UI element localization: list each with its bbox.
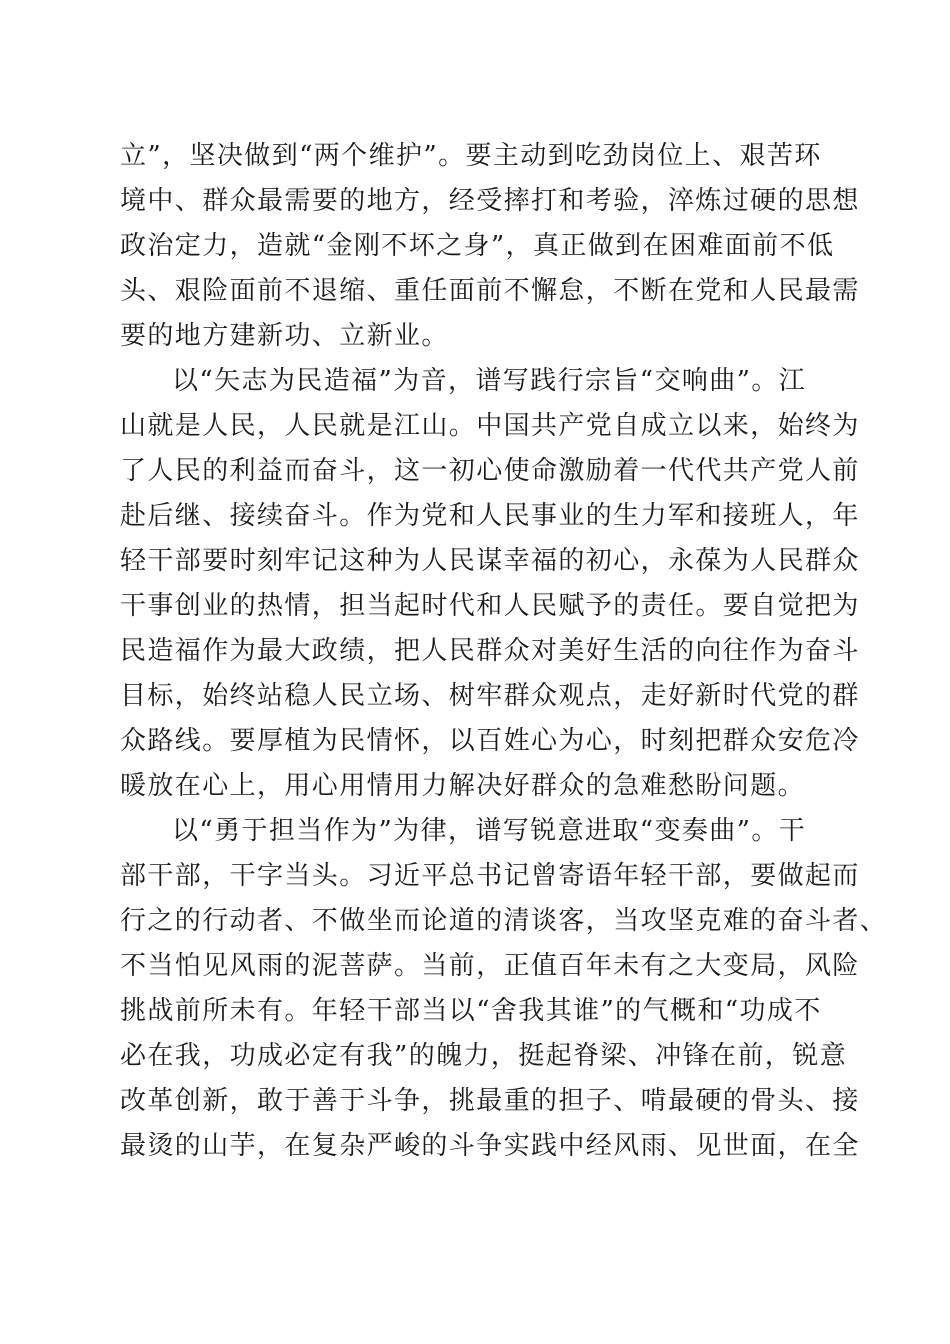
text-line: 政治定力，造就“金刚不坏之身”，真正做到在困难面前不低 — [120, 231, 835, 261]
text-line: 赴后继、接续奋斗。作为党和人民事业的生力军和接班人，年 — [120, 501, 860, 531]
text-line: 立”，坚决做到“两个维护”。要主动到吃劲岗位上、艰苦环 — [120, 141, 822, 171]
paragraph-start-line: 以“勇于担当作为”为律，谱写锐意进取“变奏曲”。干 — [172, 816, 807, 846]
text-line: 行之的行动者、不做坐而论道的清谈客，当攻坚克难的奋斗者、 — [120, 906, 888, 936]
text-line: 最烫的山芋，在复杂严峻的斗争实践中经风雨、见世面，在全 — [120, 1131, 860, 1161]
text-line: 部干部，干字当头。习近平总书记曾寄语年轻干部，要做起而 — [120, 861, 860, 891]
text-line: 要的地方建新功、立新业。 — [120, 321, 449, 351]
text-line: 山就是人民，人民就是江山。中国共产党自成立以来，始终为 — [120, 411, 860, 441]
text-line: 头、艰险面前不退缩、重任面前不懈怠，不断在党和人民最需 — [120, 276, 860, 306]
text-line: 民造福作为最大政绩，把人民群众对美好生活的向往作为奋斗 — [120, 636, 860, 666]
document-body — [120, 134, 888, 1169]
paragraph-start-line: 以“矢志为民造福”为音，谱写践行宗旨“交响曲”。江 — [172, 366, 807, 396]
text-line: 挑战前所未有。年轻干部当以“舍我其谁”的气概和“功成不 — [120, 996, 822, 1026]
text-line: 了人民的利益而奋斗，这一初心使命激励着一代代共产党人前 — [120, 456, 860, 486]
text-line: 境中、群众最需要的地方，经受摔打和考验，淬炼过硬的思想 — [120, 186, 860, 216]
text-line: 不当怕见风雨的泥菩萨。当前，正值百年未有之大变局，风险 — [120, 951, 860, 981]
text-line: 目标，始终站稳人民立场、树牢群众观点，走好新时代党的群 — [120, 681, 860, 711]
text-line: 众路线。要厚植为民情怀，以百姓心为心，时刻把群众安危冷 — [120, 726, 860, 756]
text-line: 暖放在心上，用心用情用力解决好群众的急难愁盼问题。 — [120, 771, 806, 801]
text-line: 干事创业的热情，担当起时代和人民赋予的责任。要自觉把为 — [120, 591, 860, 621]
text-line: 改革创新，敢于善于斗争，挑最重的担子、啃最硬的骨头、接 — [120, 1086, 860, 1116]
text-line: 轻干部要时刻牢记这种为人民谋幸福的初心，永葆为人民群众 — [120, 546, 860, 576]
text-line: 必在我，功成必定有我”的魄力，挺起脊梁、冲锋在前，锐意 — [120, 1041, 848, 1071]
